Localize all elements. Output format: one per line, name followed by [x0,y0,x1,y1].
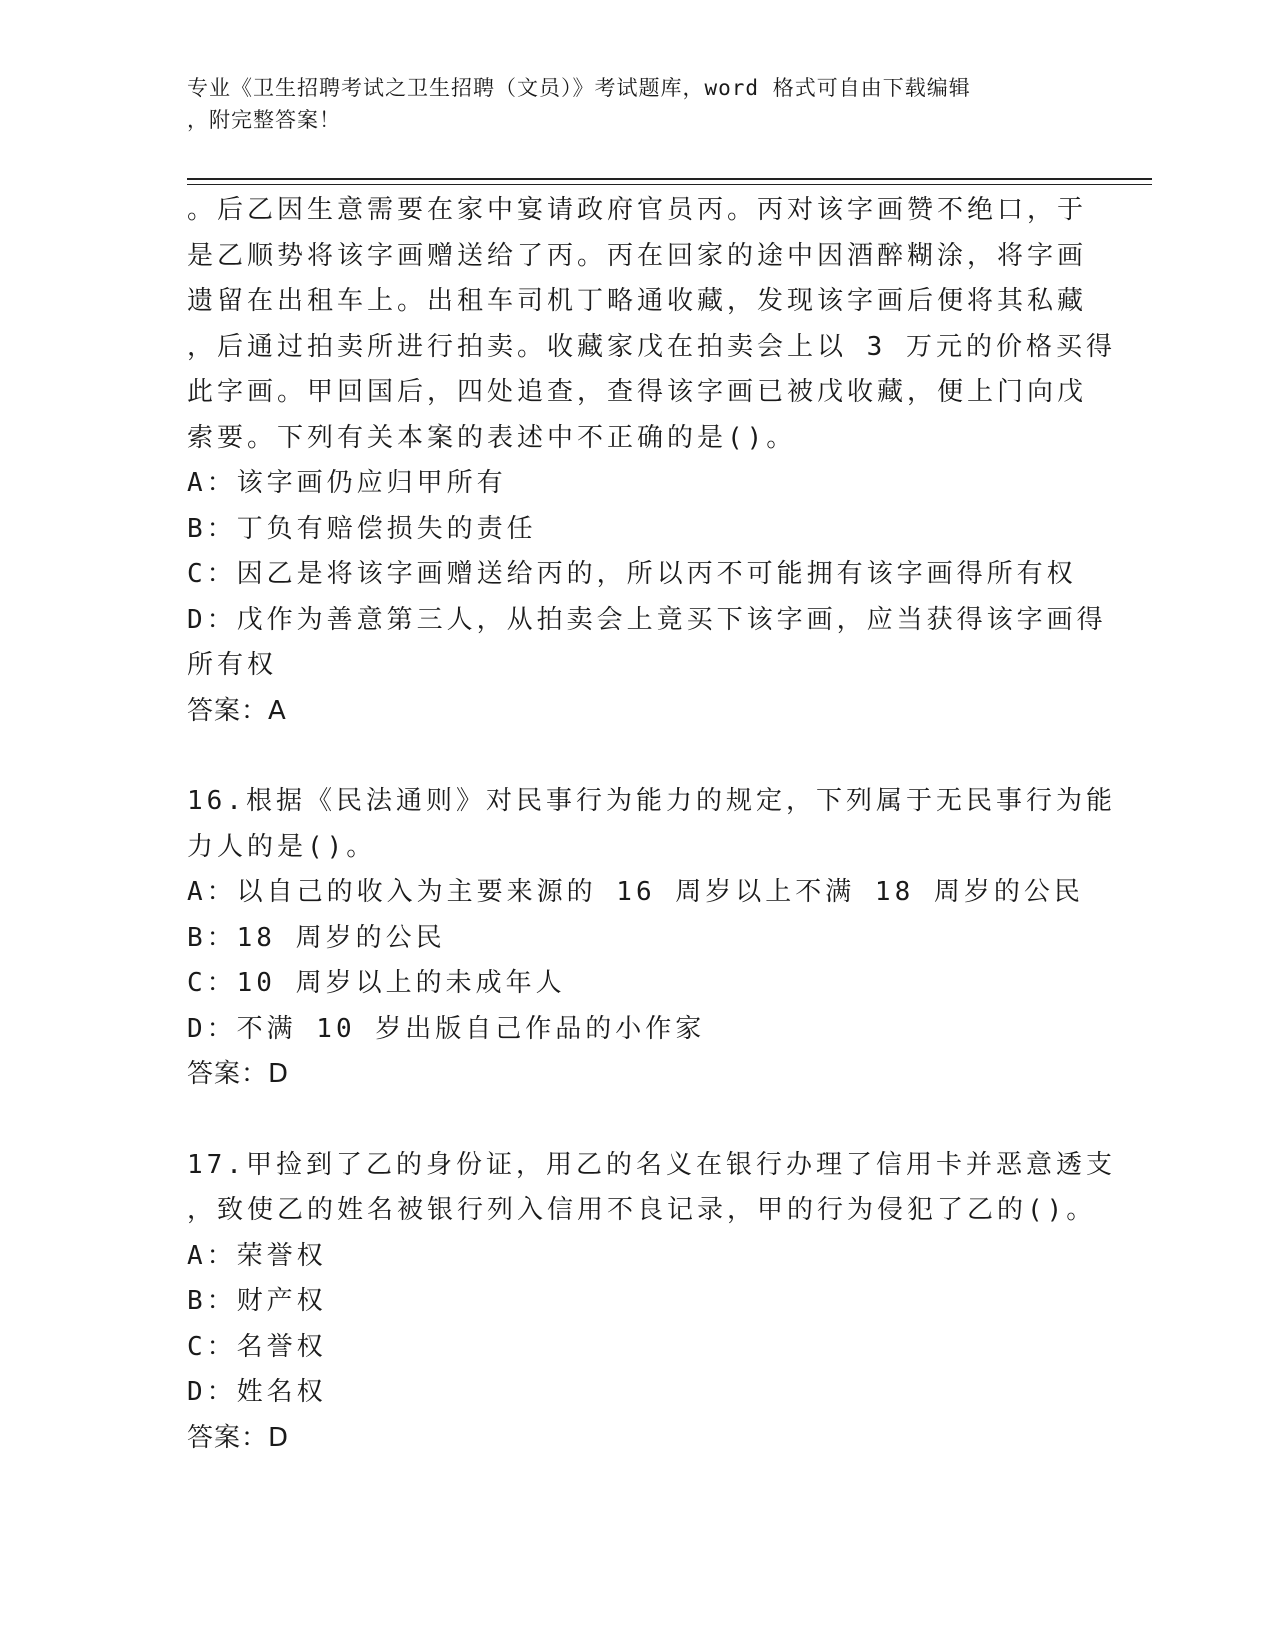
header-divider-bottom [187,184,1152,185]
option-b: B：18 周岁的公民 [187,922,446,953]
question-stem-line: 16.根据《民法通则》对民事行为能力的规定，下列属于无民事行为能 [187,786,1116,816]
question-16 [187,779,1116,1098]
question-spacer [187,1098,1087,1143]
answer-label: 答案：A [187,695,287,726]
question-15 [187,188,1116,734]
question-stem-line: 力人的是()。 [187,831,377,862]
question-stem-line: 是乙顺势将该字画赠送给了丙。丙在回家的途中因酒醉糊涂，将字画 [187,240,1088,271]
question-stem-line: 17.甲捡到了乙的身份证，用乙的名义在银行办理了信用卡并恶意透支 [187,1149,1116,1180]
option-c: C：名誉权 [187,1331,327,1362]
question-stem-line: 此字画。甲回国后，四处追查，查得该字画已被戊收藏，便上门向戊 [187,377,1088,407]
header-line-1: 专业《卫生招聘考试之卫生招聘（文员）》考试题库，word 格式可自由下载编辑 [187,76,971,100]
option-a: A：该字画仍应归甲所有 [187,468,507,498]
question-stem-line: 。后乙因生意需要在家中宴请政府官员丙。丙对该字画赞不绝口，于 [187,195,1088,225]
option-c: C：因乙是将该字画赠送给丙的，所以丙不可能拥有该字画得所有权 [187,559,1077,589]
option-a: A：荣誉权 [187,1240,327,1271]
answer-label: 答案：D [187,1422,290,1453]
option-d: D：姓名权 [187,1377,327,1407]
question-stem-line: ，致使乙的姓名被银行列入信用不良记录，甲的行为侵犯了乙的()。 [187,1195,1097,1225]
option-b: B：财产权 [187,1286,327,1316]
question-stem-line: 索要。下列有关本案的表述中不正确的是()。 [187,422,797,453]
question-content [187,188,1116,1461]
option-b: B：丁负有赔偿损失的责任 [187,513,537,544]
option-c: C：10 周岁以上的未成年人 [187,968,566,998]
document-header [187,72,1067,136]
header-line-2: ，附完整答案！ [187,108,341,132]
question-stem-line: ，后通过拍卖所进行拍卖。收藏家戊在拍卖会上以 3 万元的价格买得 [187,331,1116,362]
header-divider-top [187,178,1152,180]
option-a: A：以自己的收入为主要来源的 16 周岁以上不满 18 周岁的公民 [187,877,1084,907]
option-d-continued: 所有权 [187,650,278,680]
option-d: D：不满 10 岁出版自己作品的小作家 [187,1013,706,1044]
answer-label: 答案：D [187,1059,290,1089]
question-spacer [187,734,1087,779]
question-17 [187,1143,1116,1462]
option-d: D：戊作为善意第三人，从拍卖会上竟买下该字画，应当获得该字画得 [187,604,1107,635]
question-stem-line: 遗留在出租车上。出租车司机丁略通收藏，发现该字画后便将其私藏 [187,286,1088,316]
